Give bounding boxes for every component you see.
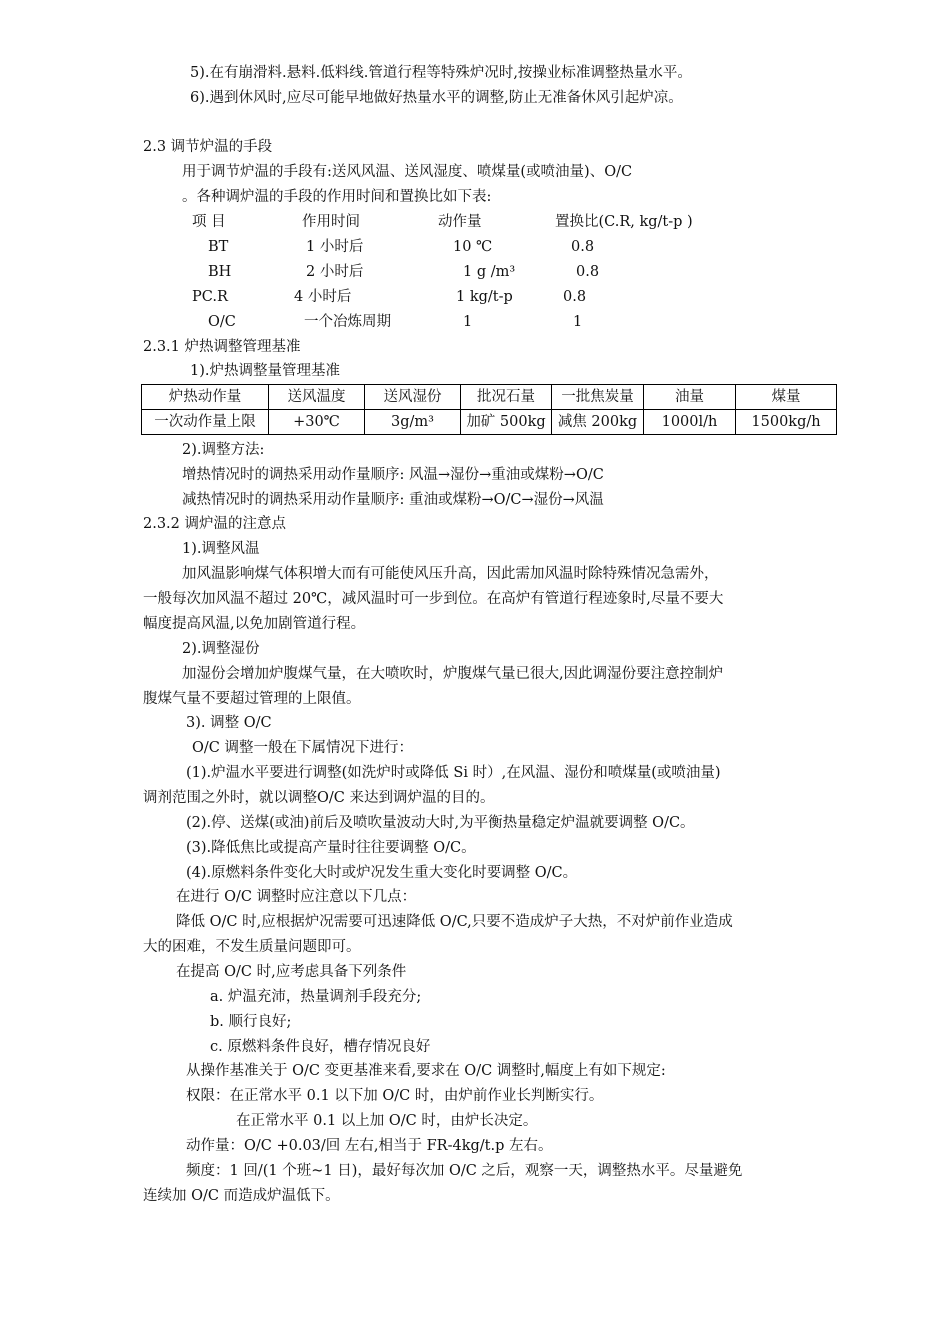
table-cell: 1 g /m³: [463, 264, 516, 280]
table-header: 送风湿份: [365, 385, 461, 410]
table-header: 送风温度: [269, 385, 365, 410]
item-5: 5).在有崩滑料.悬料.低料线.管道行程等特殊炉况时,按操业标准调整热量水平。: [190, 65, 692, 81]
condition-c: c. 原燃料条件良好，槽存情况良好: [210, 1039, 431, 1055]
section-2-3-intro-1: 用于调节炉温的手段有:送风风温、送风湿度、喷煤量(或喷油量)、O/C: [182, 164, 633, 180]
paragraph-line: 加湿份会增加炉腹煤气量，在大喷吹时，炉腹煤气量已很大,因此调湿份要注意控制炉: [182, 666, 724, 682]
heat-adjustment-table: [141, 384, 837, 435]
increase-heat-order: 增热情况时的调热采用动作量顺序: 风温→湿份→重油或煤粉→O/C: [182, 467, 604, 483]
table-cell: 一个冶炼周期: [304, 314, 391, 330]
table-cell: 1000l/h: [644, 410, 736, 435]
table-header: 煤量: [736, 385, 837, 410]
table-row: [142, 385, 837, 410]
decrease-heat-order: 减热情况时的调热采用动作量顺序: 重油或煤粉→O/C→湿份→风温: [182, 492, 604, 508]
paragraph-line: 幅度提高风温,以免加剧管道行程。: [143, 616, 366, 632]
paragraph-line: 降低 O/C 时,应根据炉况需要可迅速降低 O/C,只要不造成炉子大热，不对炉前作业造成: [176, 914, 733, 930]
case-3: (3).降低焦比或提高产量时往往要调整 O/C。: [186, 840, 476, 856]
point-3-title: 3). 调整 O/C: [186, 715, 272, 731]
section-2-3-1-heading: 2.3.1 炉热调整管理基准: [143, 339, 301, 355]
table-header: 油量: [644, 385, 736, 410]
paragraph-line: 大的困难，不发生质量问题即可。: [143, 939, 361, 955]
case-1-cont: 调剂范围之外时，就以调整O/C 来达到调炉温的目的。: [143, 790, 495, 806]
table-header: 置换比(C.R, kg/t-p ): [555, 214, 693, 230]
table-header: 一批焦炭量: [552, 385, 644, 410]
section-2-3-intro-2: 。各种调炉温的手段的作用时间和置换比如下表:: [182, 189, 492, 205]
point-1-title: 1).调整风温: [182, 541, 260, 557]
authority-line-1: 权限：在正常水平 0.1 以下加 O/C 时，由炉前作业长判断实行。: [186, 1088, 604, 1104]
table-cell: 10 ℃: [453, 239, 493, 255]
table-cell: O/C: [208, 314, 236, 330]
frequency-line: 频度：1 回/(1 个班~1 日)，最好每次加 O/C 之后，观察一天，调整热水平。尽量避免: [186, 1163, 743, 1179]
section-2-3-1-sub-1: 1).炉热调整量管理基准: [190, 363, 340, 379]
condition-b: b. 顺行良好;: [210, 1014, 292, 1030]
table-row: [142, 410, 837, 435]
table-header: 项 目: [192, 214, 226, 230]
point-2-title: 2).调整湿份: [182, 641, 260, 657]
table-cell: +30℃: [269, 410, 365, 435]
paragraph-line: 一般每次加风温不超过 20℃，减风温时可一步到位。在高炉有管道行程迹象时,尽量不要大: [143, 591, 724, 607]
condition-a: a. 炉温充沛，热量调剂手段充分;: [210, 989, 422, 1005]
frequency-line-cont: 连续加 O/C 而造成炉温低下。: [143, 1188, 340, 1204]
table-cell: 一次动作量上限: [142, 410, 269, 435]
table-cell: 1: [573, 314, 583, 330]
table-cell: 1 kg/t-p: [456, 289, 513, 305]
paragraph-line: 腹煤气量不要超过管理的上限值。: [143, 691, 361, 707]
table-cell: 4 小时后: [294, 289, 352, 305]
standard-line: 从操作基准关于 O/C 变更基准来看,要求在 O/C 调整时,幅度上有如下规定:: [186, 1063, 666, 1079]
note-line: 在进行 O/C 调整时应注意以下几点：: [176, 889, 417, 905]
table-cell: 1500kg/h: [736, 410, 837, 435]
raise-conditions-title: 在提高 O/C 时,应考虑具备下列条件: [176, 964, 407, 980]
table-header: 批况石量: [461, 385, 552, 410]
authority-line-2: 在正常水平 0.1 以上加 O/C 时，由炉长决定。: [236, 1113, 538, 1129]
table-cell: 0.8: [571, 239, 595, 255]
table-header: 动作量: [438, 214, 482, 230]
case-4: (4).原燃料条件变化大时或炉况发生重大变化时要调整 O/C。: [186, 865, 578, 881]
section-2-3-2-heading: 2.3.2 调炉温的注意点: [143, 516, 287, 532]
action-amount-line: 动作量：O/C +0.03/回 左右,相当于 FR-4kg/t.p 左右。: [186, 1138, 553, 1154]
case-2: (2).停、送煤(或油)前后及喷吹量波动大时,为平衡热量稳定炉温就要调整 O/C。: [186, 815, 695, 831]
section-2-3-heading: 2.3 调节炉温的手段: [143, 139, 273, 155]
table-cell: 0.8: [576, 264, 600, 280]
table-cell: 1 小时后: [306, 239, 364, 255]
table-cell: BT: [208, 239, 229, 255]
table-cell: 2 小时后: [306, 264, 364, 280]
table-cell: 0.8: [563, 289, 587, 305]
case-1: (1).炉温水平要进行调整(如洗炉时或降低 Si 时）,在风温、湿份和喷煤量(或喷油量): [186, 765, 721, 781]
paragraph-line: O/C 调整一般在下属情况下进行：: [192, 740, 413, 756]
table-cell: 加矿 500kg: [461, 410, 552, 435]
table-cell: 1: [463, 314, 473, 330]
table-cell: 减焦 200kg: [552, 410, 644, 435]
item-6: 6).遇到休风时,应尽可能早地做好热量水平的调整,防止无准备休风引起炉凉。: [190, 90, 683, 106]
table-header: 作用时间: [302, 214, 360, 230]
table-cell: BH: [208, 264, 232, 280]
paragraph-line: 加风温影响煤气体积增大而有可能使风压升高，因此需加风温时除特殊情况急需外，: [182, 566, 719, 582]
table-cell: 3g/m³: [365, 410, 461, 435]
section-2-3-1-sub-2: 2).调整方法:: [182, 442, 265, 458]
table-header: 炉热动作量: [142, 385, 269, 410]
table-cell: PC.R: [192, 289, 228, 305]
